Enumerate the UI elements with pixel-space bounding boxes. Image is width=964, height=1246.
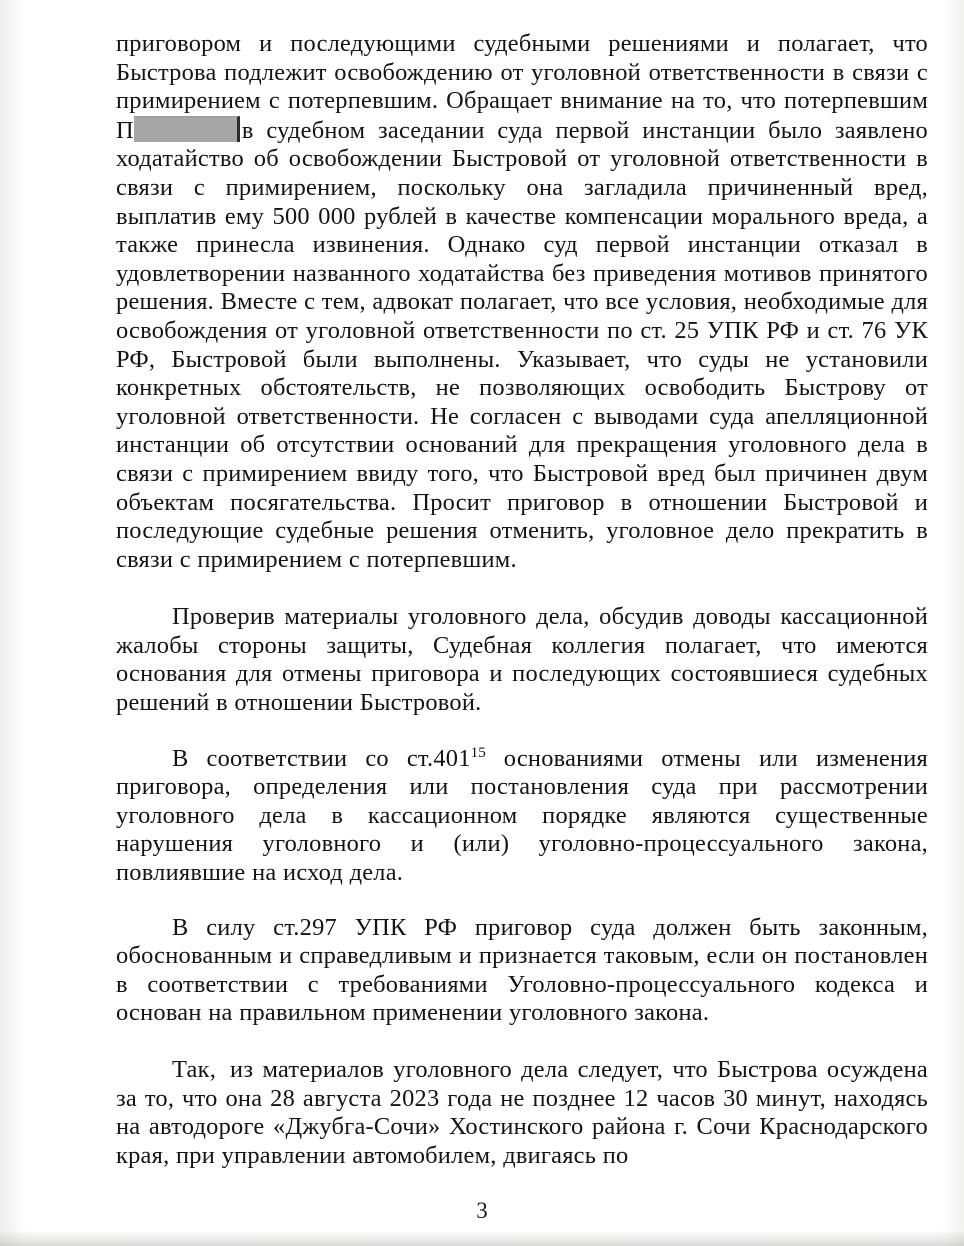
paragraph-text-before-redaction: приговором и последующими судебными решениями и полагает, что Быстрова подлежит освобождению от уголовной ответственности в связи с примирением с потерпевшим. Обращает внимание на то, что потерпевшим П [116,30,928,144]
redacted-name-box [134,116,240,142]
scan-shadow-left-edge [0,0,26,1246]
scan-shadow-bottom-edge [0,1230,964,1246]
paragraph-defense-arguments [116,30,928,574]
paragraph-collegium-conclusion: Проверив материалы уголовного дела, обсудив доводы кассационной жалобы стороны защиты, Судебная коллегия полагает, что имеются основания для отмены приговора и последующих состоявшиеся судебных решений в отношении Быстровой. [116,603,928,717]
paragraph-article-401-15 [116,745,928,888]
scan-shadow-right-edge [942,0,964,1246]
case-facts-opening-word: Так, [172,1056,217,1083]
article-401-remainder: основаниями отмены или изменения приговора, определения или постановления суда при рассмотрении уголовного дела в кассационном порядке являются существенные нарушения уголовного и (или) уголовно-процессуального закона, повлиявшие на исход дела. [116,744,928,887]
page-number: 3 [476,1198,488,1223]
paragraph-text-after-redaction: в судебном заседании суда первой инстанции было заявлено ходатайство об освобождении Быстровой от уголовной ответственности в связи с примирением, поскольку она загладила причиненный вред, выплатив ему 500 000 рублей в качестве компенсации морального вреда, а также принесла извинения. Однако суд первой инстанции отказал в удовлетворении названного ходатайства без приведения мотивов принятого решения. Вместе с тем, адвокат полагает, что все условия, необходимые для освобождения от уголовной ответственности по ст. 25 УПК РФ и ст. 76 УК РФ, Быстровой были выполнены. Указывает, что суды не установили конкретных обстоятельств, не позволяющих освободить Быстрову от уголовной ответственности. Не согласен с выводами суда апелляционной инстанции об отсутствии оснований для прекращения уголовного дела в связи с примирением ввиду того, что Быстровой вред был причинен двум объектам посягательства. Просит приговор в отношении Быстровой и последующие судебные решения отменить, уголовное дело прекратить в связи с примирением с потерпевшим. [116,116,928,573]
article-401-lead-in: В соответствии со ст.401 [172,744,471,772]
document-text-column [116,30,928,1170]
paragraph-case-facts [116,1056,928,1170]
article-superscript-15: 15 [470,744,486,761]
paragraph-article-297: В силу ст.297 УПК РФ приговор суда должен быть законным, обоснованным и справедливым и признается таковым, если он постановлен в соответствии с требованиями Уголовно-процессуального кодекса и основан на правильном применении уголовного закона. [116,913,928,1027]
case-facts-remainder: из материалов уголовного дела следует, что Быстрова осуждена за то, что она 28 августа 2023 года не позднее 12 часов 30 минут, находясь на автодороге «Джубга-Сочи» Хостинского района г. Сочи Краснодарского края, при управлении автомобилем, двигаясь по [116,1056,928,1169]
